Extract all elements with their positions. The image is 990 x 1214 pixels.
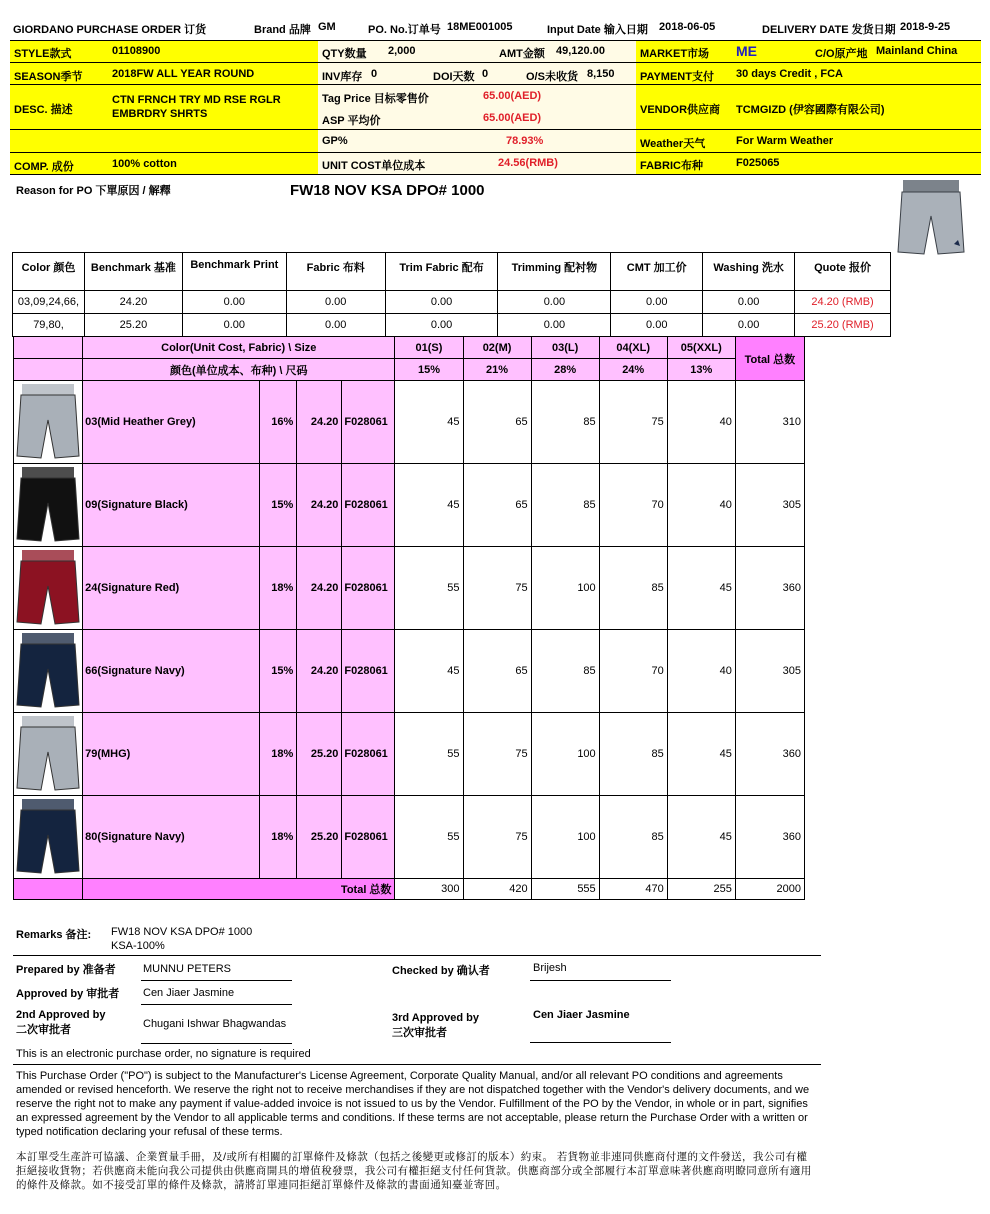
approved3-label-cn: 三次审批者 <box>392 1027 447 1039</box>
size-col-0: 01(S) <box>395 337 463 359</box>
divider <box>10 174 981 175</box>
size-qty-cell: 85 <box>531 630 599 713</box>
row-total-cell: 305 <box>735 464 804 547</box>
size-qty-cell: 75 <box>463 713 531 796</box>
size-qty-cell: 45 <box>667 796 735 879</box>
size-qty-cell: 75 <box>463 547 531 630</box>
size-qty-cell: 40 <box>667 381 735 464</box>
qty-label: QTY数量 <box>322 48 367 60</box>
size-col-3: 04(XL) <box>599 337 667 359</box>
color-size-header-cn: 颜色(单位成本、布种) \ 尺码 <box>83 359 395 381</box>
size-qty-cell: 85 <box>599 713 667 796</box>
input-date-label: Input Date 输入日期 <box>547 24 648 36</box>
size-ratio-2: 28% <box>531 359 599 381</box>
color-name: 24(Signature Red) <box>83 547 260 630</box>
fabric-code: F028061 <box>342 630 395 713</box>
size-col-2: 03(L) <box>531 337 599 359</box>
tag-price-value: 65.00(AED) <box>483 90 542 102</box>
divider <box>10 129 981 130</box>
cost-col-washing: Washing 洗水 <box>703 253 795 291</box>
os-label: O/S未收货 <box>526 71 578 83</box>
cost-col-benchmark: Benchmark 基准 <box>84 253 182 291</box>
size-qty-cell: 45 <box>667 547 735 630</box>
table-row <box>14 796 805 879</box>
cost-cell: 79,80, <box>13 314 85 337</box>
color-percent: 18% <box>260 547 297 630</box>
po-title: GIORDANO PURCHASE ORDER 订货 <box>13 24 207 36</box>
size-qty-cell: 55 <box>395 796 463 879</box>
approved3-label: 3rd Approved by <box>392 1012 479 1024</box>
color-swatch-image <box>14 547 83 630</box>
remarks-label: Remarks 备注: <box>16 929 92 941</box>
product-image <box>896 178 966 256</box>
signature-line <box>141 1004 292 1005</box>
color-percent: 15% <box>260 464 297 547</box>
approved2-label-cn: 二次审批者 <box>16 1024 71 1036</box>
shorts-icon <box>16 631 80 709</box>
cost-cell: 0.00 <box>498 314 611 337</box>
size-qty-cell: 85 <box>531 381 599 464</box>
cost-col-benchmark-print: Benchmark Print <box>182 253 286 291</box>
cost-cell: 0.00 <box>611 314 703 337</box>
comp-value: 100% cotton <box>112 158 177 170</box>
cost-cell: 25.20 <box>84 314 182 337</box>
table-row <box>13 291 891 314</box>
approved2-value: Chugani Ishwar Bhagwandas <box>143 1018 287 1030</box>
size-qty-cell: 100 <box>531 713 599 796</box>
fabric-label: FABRIC布种 <box>640 160 703 172</box>
grand-total-cell: 2000 <box>735 879 804 900</box>
fabric-code: F028061 <box>342 464 395 547</box>
cost-col-quote: Quote 报价 <box>795 253 891 291</box>
table-row <box>14 713 805 796</box>
table-row <box>13 314 891 337</box>
season-label: SEASON季节 <box>14 71 83 83</box>
header-blank <box>14 337 83 359</box>
market-label: MARKET市场 <box>640 48 710 60</box>
payment-value: 30 days Credit , FCA <box>736 68 843 80</box>
row-total-cell: 360 <box>735 796 804 879</box>
size-qty-cell: 70 <box>599 464 667 547</box>
divider <box>13 1064 821 1065</box>
unit-cost-label: UNIT COST单位成本 <box>322 160 426 172</box>
signature-line <box>530 1042 671 1043</box>
cost-cell: 0.00 <box>286 291 385 314</box>
size-ratio-0: 15% <box>395 359 463 381</box>
color-percent: 16% <box>260 381 297 464</box>
unit-cost: 24.20 <box>297 547 342 630</box>
divider <box>10 40 981 41</box>
gp-label: GP% <box>322 135 348 147</box>
cost-col-color: Color 颜色 <box>13 253 85 291</box>
unit-cost-value: 24.56(RMB) <box>498 157 558 169</box>
quote-cell: 24.20 (RMB) <box>795 291 891 314</box>
vendor-value: TCMGIZD (伊容國際有限公司) <box>736 104 885 116</box>
checked-by-label: Checked by 确认者 <box>392 965 490 977</box>
remarks-line2: KSA-100% <box>111 940 165 952</box>
size-ratio-4: 13% <box>667 359 735 381</box>
approved-by-label: Approved by 审批者 <box>16 988 120 1000</box>
cost-cell: 0.00 <box>385 291 498 314</box>
unit-cost: 24.20 <box>297 464 342 547</box>
size-qty-cell: 75 <box>599 381 667 464</box>
desc-line1: CTN FRNCH TRY MD RSE RGLR <box>112 94 281 106</box>
row-total-cell: 305 <box>735 630 804 713</box>
cost-col-fabric: Fabric 布料 <box>286 253 385 291</box>
size-qty-cell: 65 <box>463 464 531 547</box>
payment-label: PAYMENT支付 <box>640 71 714 83</box>
divider <box>10 152 981 153</box>
unit-cost: 25.20 <box>297 713 342 796</box>
size-qty-cell: 45 <box>395 464 463 547</box>
color-name: 66(Signature Navy) <box>83 630 260 713</box>
style-label: STYLE款式 <box>14 48 72 60</box>
asp-value: 65.00(AED) <box>483 112 542 124</box>
approved2-label: 2nd Approved by <box>16 1009 106 1021</box>
reason-label: Reason for PO 下單原因 / 解釋 <box>16 185 171 197</box>
total-blank <box>14 879 83 900</box>
prepared-by-value: MUNNU PETERS <box>143 963 232 975</box>
remarks-line1: FW18 NOV KSA DPO# 1000 <box>111 926 253 938</box>
desc-line2: EMBRDRY SHRTS <box>112 108 208 120</box>
size-qty-cell: 40 <box>667 464 735 547</box>
total-cell: 470 <box>599 879 667 900</box>
delivery-date-label: DELIVERY DATE 发货日期 <box>762 24 896 36</box>
divider <box>10 62 981 63</box>
size-qty-cell: 85 <box>599 547 667 630</box>
total-cell: 555 <box>531 879 599 900</box>
cost-table <box>12 252 891 337</box>
asp-label: ASP 平均价 <box>322 115 381 127</box>
amt-value: 49,120.00 <box>556 45 605 57</box>
cost-table-header <box>13 253 891 291</box>
fabric-code: F028061 <box>342 713 395 796</box>
cost-col-trim-fabric: Trim Fabric 配布 <box>385 253 498 291</box>
inv-label: INV库存 <box>322 71 363 83</box>
total-header: Total 总数 <box>735 337 804 381</box>
size-col-4: 05(XXL) <box>667 337 735 359</box>
co-label: C/O原产地 <box>815 48 868 60</box>
input-date-value: 2018-06-05 <box>659 21 716 33</box>
cost-cell: 0.00 <box>703 314 795 337</box>
season-value: 2018FW ALL YEAR ROUND <box>112 68 255 80</box>
approved3-value: Cen Jiaer Jasmine <box>533 1009 630 1021</box>
unit-cost: 24.20 <box>297 381 342 464</box>
amt-label: AMT金额 <box>499 48 545 60</box>
size-ratio-row <box>14 359 805 381</box>
vendor-label: VENDOR供应商 <box>640 104 721 116</box>
color-percent: 15% <box>260 630 297 713</box>
qty-value: 2,000 <box>388 45 416 57</box>
doi-value: 0 <box>482 68 489 80</box>
os-value: 8,150 <box>587 68 615 80</box>
table-row <box>14 464 805 547</box>
color-percent: 18% <box>260 796 297 879</box>
cost-cell: 0.00 <box>182 314 286 337</box>
color-swatch-image <box>14 381 83 464</box>
table-row <box>14 381 805 464</box>
signature-line <box>141 980 292 981</box>
size-qty-cell: 40 <box>667 630 735 713</box>
cost-cell: 0.00 <box>498 291 611 314</box>
po-number-label: PO. No.订单号 <box>368 24 441 36</box>
weather-value: For Warm Weather <box>736 135 834 147</box>
terms-english: This Purchase Order ("PO") is subject to the Manufacturer's License Agreement, Corporate Quality Manual, and/or all relevant PO conditions and agreements amended or revised henceforth. We reserve the right not to receive merchandises if they are not dispatched together with the Vendor's delivery documents, and we reserve the right not to make any payment if value-added invoice is not issued to us by the Vendor. Fulfillment of the PO by the Vendor, in whole or in part, signifies an expressed agreement by the Vendor to all applicable terms and conditions. If these terms are not acceptable, please return the Purchase Order with a written or typed notification declaring your refusal of these terms. <box>16 1070 810 1138</box>
cost-col-cmt: CMT 加工价 <box>611 253 703 291</box>
cost-cell: 0.00 <box>286 314 385 337</box>
size-qty-cell: 75 <box>463 796 531 879</box>
shorts-icon <box>16 797 80 875</box>
size-qty-cell: 100 <box>531 547 599 630</box>
color-name: 79(MHG) <box>83 713 260 796</box>
weather-label: Weather天气 <box>640 138 706 150</box>
cost-cell: 0.00 <box>703 291 795 314</box>
fabric-code: F028061 <box>342 547 395 630</box>
size-qty-cell: 100 <box>531 796 599 879</box>
size-qty-cell: 65 <box>463 381 531 464</box>
delivery-date-value: 2018-9-25 <box>900 21 951 33</box>
tag-price-label: Tag Price 目标零售价 <box>322 93 429 105</box>
table-row <box>14 630 805 713</box>
fabric-code: F028061 <box>342 381 395 464</box>
color-swatch-image <box>14 796 83 879</box>
header-blank <box>14 359 83 381</box>
co-value: Mainland China <box>876 45 958 57</box>
brand-label: Brand 品牌 <box>254 24 311 36</box>
market-value: ME <box>736 43 757 59</box>
size-qty-cell: 45 <box>667 713 735 796</box>
prepared-by-label: Prepared by 准备者 <box>16 964 116 976</box>
shorts-icon <box>16 465 80 543</box>
size-qty-cell: 85 <box>531 464 599 547</box>
approved-by-value: Cen Jiaer Jasmine <box>143 987 235 999</box>
cost-cell: 0.00 <box>611 291 703 314</box>
unit-cost: 24.20 <box>297 630 342 713</box>
reason-value: FW18 NOV KSA DPO# 1000 <box>290 182 485 199</box>
color-size-header: Color(Unit Cost, Fabric) \ Size <box>83 337 395 359</box>
color-name: 09(Signature Black) <box>83 464 260 547</box>
total-cell: 420 <box>463 879 531 900</box>
cost-col-trimming: Trimming 配衬物 <box>498 253 611 291</box>
shorts-icon <box>896 178 966 256</box>
fabric-value: F025065 <box>736 157 780 169</box>
color-name: 03(Mid Heather Grey) <box>83 381 260 464</box>
divider <box>10 84 981 85</box>
terms-chinese: 本訂單受生產許可協議、企業質量手冊，及/或所有相關的訂單條件及條款（包括之後變更或修訂的版本）約束。 若貨物並非連同供應商付運的文件發送，我公司有權拒絕接收貨物；若供應商未能向我公司提供由供應商開具的增值稅發票，我公司有權拒絕支付任何貨款。供應商部分或全部履行本訂單意味著供應商明瞭同意所有適用的條件及條款。如不接受訂單的條件及條款，請將訂單連同拒絕訂單條件及條款的書面通知臺並寄回。 <box>16 1151 812 1191</box>
shorts-icon <box>16 382 80 460</box>
color-name: 80(Signature Navy) <box>83 796 260 879</box>
cost-cell: 0.00 <box>182 291 286 314</box>
cost-cell: 0.00 <box>385 314 498 337</box>
signature-line <box>530 980 671 981</box>
shorts-icon <box>16 714 80 792</box>
signature-line <box>141 1043 292 1044</box>
total-cell: 255 <box>667 879 735 900</box>
size-ratio-3: 24% <box>599 359 667 381</box>
color-percent: 18% <box>260 713 297 796</box>
po-number-value: 18ME001005 <box>447 21 513 33</box>
inv-value: 0 <box>371 68 378 80</box>
size-qty-cell: 55 <box>395 547 463 630</box>
color-swatch-image <box>14 464 83 547</box>
size-total-row <box>14 879 805 900</box>
size-col-1: 02(M) <box>463 337 531 359</box>
desc-label: DESC. 描述 <box>14 104 73 116</box>
row-total-cell: 360 <box>735 713 804 796</box>
size-qty-cell: 70 <box>599 630 667 713</box>
size-qty-cell: 55 <box>395 713 463 796</box>
row-total-cell: 360 <box>735 547 804 630</box>
quote-cell: 25.20 (RMB) <box>795 314 891 337</box>
electronic-note: This is an electronic purchase order, no signature is required <box>16 1048 311 1060</box>
size-qty-cell: 45 <box>395 630 463 713</box>
row-total-cell: 310 <box>735 381 804 464</box>
size-qty-cell: 65 <box>463 630 531 713</box>
unit-cost: 25.20 <box>297 796 342 879</box>
size-ratio-1: 21% <box>463 359 531 381</box>
brand-value: GM <box>318 21 336 33</box>
shorts-icon <box>16 548 80 626</box>
size-qty-cell: 45 <box>395 381 463 464</box>
style-value: 01108900 <box>112 45 161 57</box>
gp-value: 78.93% <box>506 135 544 147</box>
size-header-row <box>14 337 805 359</box>
comp-label: COMP. 成份 <box>14 161 74 173</box>
total-label: Total 总数 <box>83 879 395 900</box>
doi-label: DOI天数 <box>433 71 475 83</box>
cost-cell: 03,09,24,66, <box>13 291 85 314</box>
checked-by-value: Brijesh <box>533 962 567 974</box>
cost-cell: 24.20 <box>84 291 182 314</box>
divider <box>13 955 821 956</box>
color-swatch-image <box>14 713 83 796</box>
size-qty-cell: 85 <box>599 796 667 879</box>
color-swatch-image <box>14 630 83 713</box>
total-cell: 300 <box>395 879 463 900</box>
fabric-code: F028061 <box>342 796 395 879</box>
size-breakdown-table <box>13 336 805 900</box>
table-row <box>14 547 805 630</box>
